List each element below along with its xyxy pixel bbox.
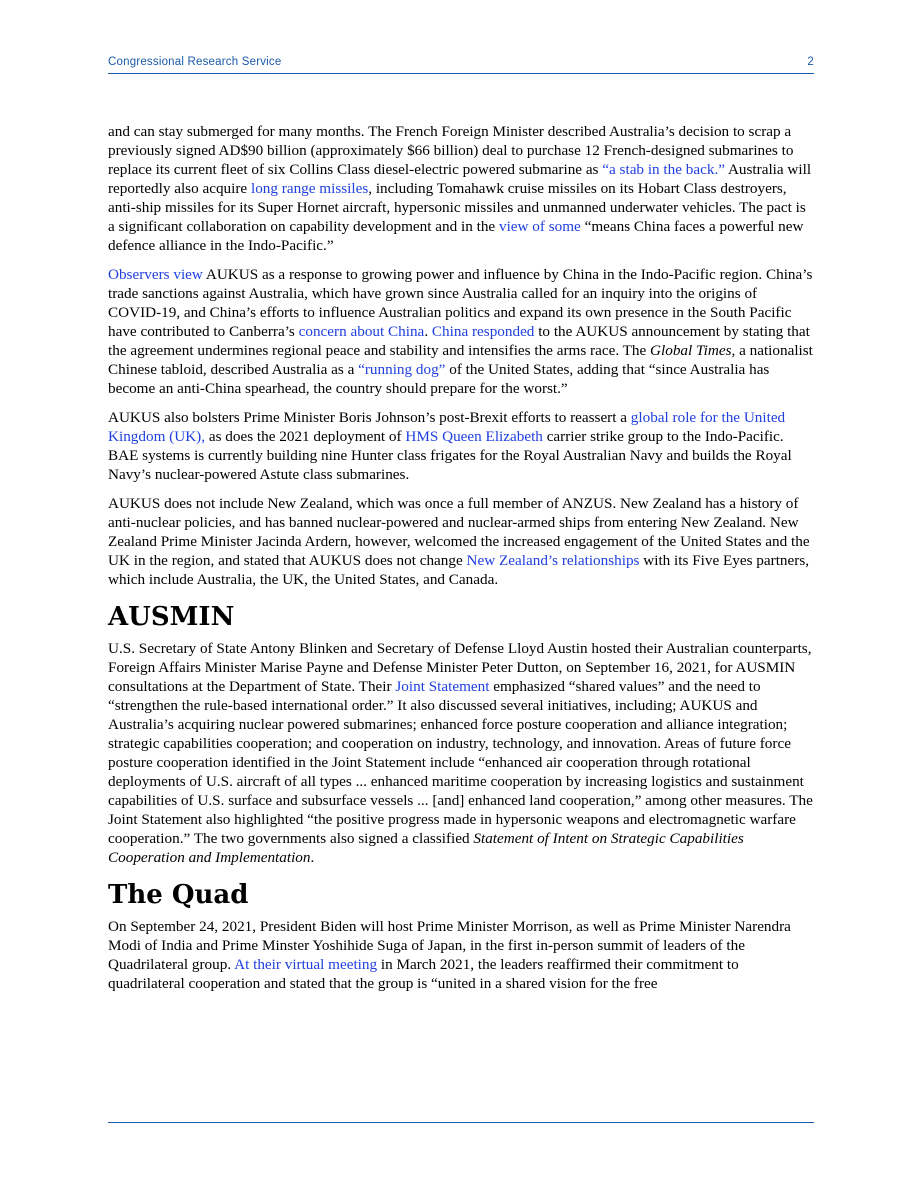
link-global-role-uk[interactable]: global role for the United Kingdom (UK), [108,409,786,445]
link-joint-statement[interactable]: Joint Statement [395,678,490,695]
text-run: of the United States, adding that “since Australia has become an anti-China spearhead, the country should prepare for the worst.” [108,361,770,397]
text-run: AUKUS does not include New Zealand, which was once a full member of ANZUS. New Zealand has a history of anti-nuclear policies, and has banned nuclear-powered and nuclear-armed ships from entering New Zealand. New Zealand Prime Minister Jacinda Ardern, however, welcomed the increased engagement of the United States and the UK in the region, and stated that AUKUS does not change [108,495,810,569]
link-running-dog[interactable]: “running dog” [358,361,446,378]
paragraph-aukus-submarines [108,122,814,255]
link-new-zealand-relationships[interactable]: New Zealand’s relationships [466,552,640,569]
link-stab-in-the-back[interactable]: “a stab in the back.” [602,161,725,178]
paragraph-uk-role [108,408,814,484]
text-run: Australia will reportedly also acquire [108,161,812,197]
text-run: , including Tomahawk cruise missiles on its Hobart Class destroyers, anti-ship missiles for its Super Hornet aircraft, hypersonic missiles and unmanned underwater vehicles. The pact is a significant collaboration on capability development and in the [108,180,806,235]
paragraph-china-response [108,265,814,398]
footer-divider [108,1122,814,1123]
text-run: . [310,849,315,866]
paragraph-new-zealand [108,494,814,589]
text-run: and can stay submerged for many months. The French Foreign Minister described Australia’s decision to scrap a previously signed AD$90 billion (approximately $66 billion) deal to purchase 12 French-designed submarines to replace its current fleet of six Collins Class diesel-electric powered submarine as [108,123,794,178]
text-run: with its Five Eyes partners, which include Australia, the UK, the United States, and Canada. [108,552,810,588]
text-run: “means China faces a powerful new defence alliance in the Indo-Pacific.” [108,218,804,254]
paragraph-quad [108,917,814,993]
link-view-of-some[interactable]: view of some [498,218,581,235]
body-content [108,122,814,1003]
text-run: to the AUKUS announcement by stating that the agreement undermines regional peace and stability and intensifies the arms race. The [108,323,810,359]
link-concern-about-china[interactable]: concern about China [298,323,425,340]
link-virtual-meeting[interactable]: At their virtual meeting [234,956,378,973]
italic-statement-of-intent: Statement of Intent on Strategic Capabilities Cooperation and Implementation [108,830,744,866]
link-china-responded[interactable]: China responded [431,323,535,340]
link-long-range-missiles[interactable]: long range missiles [250,180,369,197]
link-observers-view[interactable]: Observers view [108,266,203,283]
text-run: On September 24, 2021, President Biden will host Prime Minister Morrison, as well as Prime Minister Narendra Modi of India and Prime Minster Yoshihide Suga of Japan, in the first in-person summit of leaders of the Quadrilateral group. [108,918,791,973]
text-run: U.S. Secretary of State Antony Blinken and Secretary of Defense Lloyd Austin hosted their Australian counterparts, Foreign Affairs Minister Marise Payne and Defense Minister Peter Dutton, on September 16, 2021, for AUSMIN consultations at the Department of State. Their [108,640,812,695]
header-divider [108,73,814,74]
section-heading-ausmin: AUSMIN [108,602,235,632]
link-hms-queen-elizabeth[interactable]: HMS Queen Elizabeth [405,428,543,445]
header-page-number: 2 [807,56,814,68]
text-run: AUKUS also bolsters Prime Minister Boris Johnson’s post-Brexit efforts to reassert a [108,409,631,426]
text-run: emphasized “shared values” and the need to “strengthen the rule-based international order.” It also discussed several initiatives, including; AUKUS and Australia’s acquiring nuclear powered submarines; enhanced force posture cooperation and alliance integration; strategic capabilities cooperation; and cooperation on industry, technology, and innovation. Areas of future force posture cooperation identified in the Joint Statement include “enhanced air cooperation through rotational deployments of U.S. aircraft of all types ... enhanced maritime cooperation by increasing logistics and sustainment capabilities of U.S. surface and subsurface vessels ... [and] enhanced land cooperation,” among other measures. The Joint Statement also highlighted “the positive progress made in hypersonic weapons and electromagnetic warfare cooperation.” The two governments also signed a classified [108,678,813,847]
section-heading-quad: The Quad [108,880,249,910]
paragraph-ausmin [108,639,814,867]
header-org-name: Congressional Research Service [108,56,282,68]
text-run: . [424,323,432,340]
text-run: a nationalist Chinese tabloid, described Australia as a [108,342,813,378]
text-run: as does the 2021 deployment of [205,428,406,445]
italic-global-times: Global Times, [650,342,736,359]
text-run: carrier strike group to the Indo-Pacific. BAE systems is currently building nine Hunter class frigates for the Royal Australian Navy and builds the Royal Navy’s nuclear-powered Astute class submarines. [108,428,792,483]
text-run: in March 2021, the leaders reaffirmed their commitment to quadrilateral cooperation and stated that the group is “united in a shared vision for the free [108,956,739,992]
page-header [108,56,814,72]
text-run: AUKUS as a response to growing power and influence by China in the Indo-Pacific region. China’s trade sanctions against Australia, which have grown since Australia called for an inquiry into the origins of COVID-19, and China’s efforts to influence Australian politics and expand its own presence in the South Pacific have contributed to Canberra’s [108,266,813,340]
